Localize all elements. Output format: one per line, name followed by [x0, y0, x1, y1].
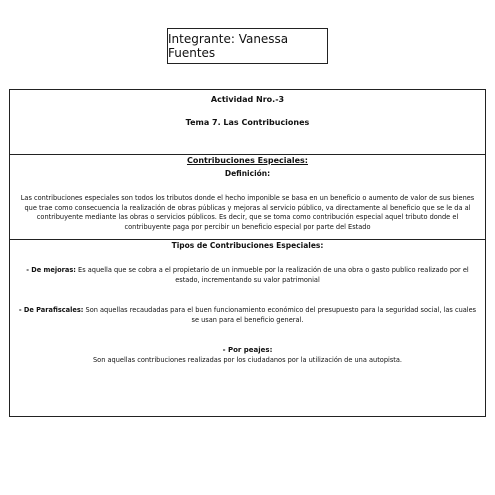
content-table [9, 89, 486, 417]
peajes-text: Son aquellas contribuciones realizadas por los ciudadanos por la utilización de una autopista. [93, 356, 402, 364]
tipos-section [10, 240, 485, 416]
integrante-name: Integrante: Vanessa Fuentes [168, 32, 289, 60]
mejoras-item [16, 266, 479, 285]
peajes-label: - Por peajes: [222, 346, 273, 354]
integrante-box [167, 28, 328, 64]
topic-title: Tema 7. Las Contribuciones [185, 118, 310, 127]
activity-title: Actividad Nro.-3 [210, 95, 285, 104]
parafiscales-item [16, 306, 479, 325]
especiales-section [10, 155, 485, 240]
parafiscales-label: - De Parafiscales: [18, 306, 84, 314]
definition-label: Definición: [224, 169, 271, 178]
parafiscales-text: Son aquellas recaudadas para el buen funcionamiento económico del presupuesto para la seguridad social, las cuales se usan para el beneficio general. [83, 306, 477, 324]
especiales-title: Contribuciones Especiales: [186, 156, 309, 165]
mejoras-text: Es aquella que se cobra a el propietario de un inmueble por la realización de una obra o gasto publico realizado por el estado, incrementando su valor patrimonial [75, 266, 469, 284]
definition-text: Las contribuciones especiales son todos los tributos donde el hecho imponible se basa en un beneficio o aumento de valor de sus bienes que trae como consecuencia la realización de obras públicas y mejoras al servicio público, va directamente al beneficio que se le da al contribuyente mediante las obras o servicios públicos. Es decir, que se toma como contribución especial aquel tributo donde el contribuyente paga por percibir un beneficio especial por parte del Estado [20, 194, 475, 231]
activity-section [10, 90, 485, 155]
tipos-title: Tipos de Contribuciones Especiales: [171, 241, 324, 250]
mejoras-label: - De mejoras: [26, 266, 76, 274]
